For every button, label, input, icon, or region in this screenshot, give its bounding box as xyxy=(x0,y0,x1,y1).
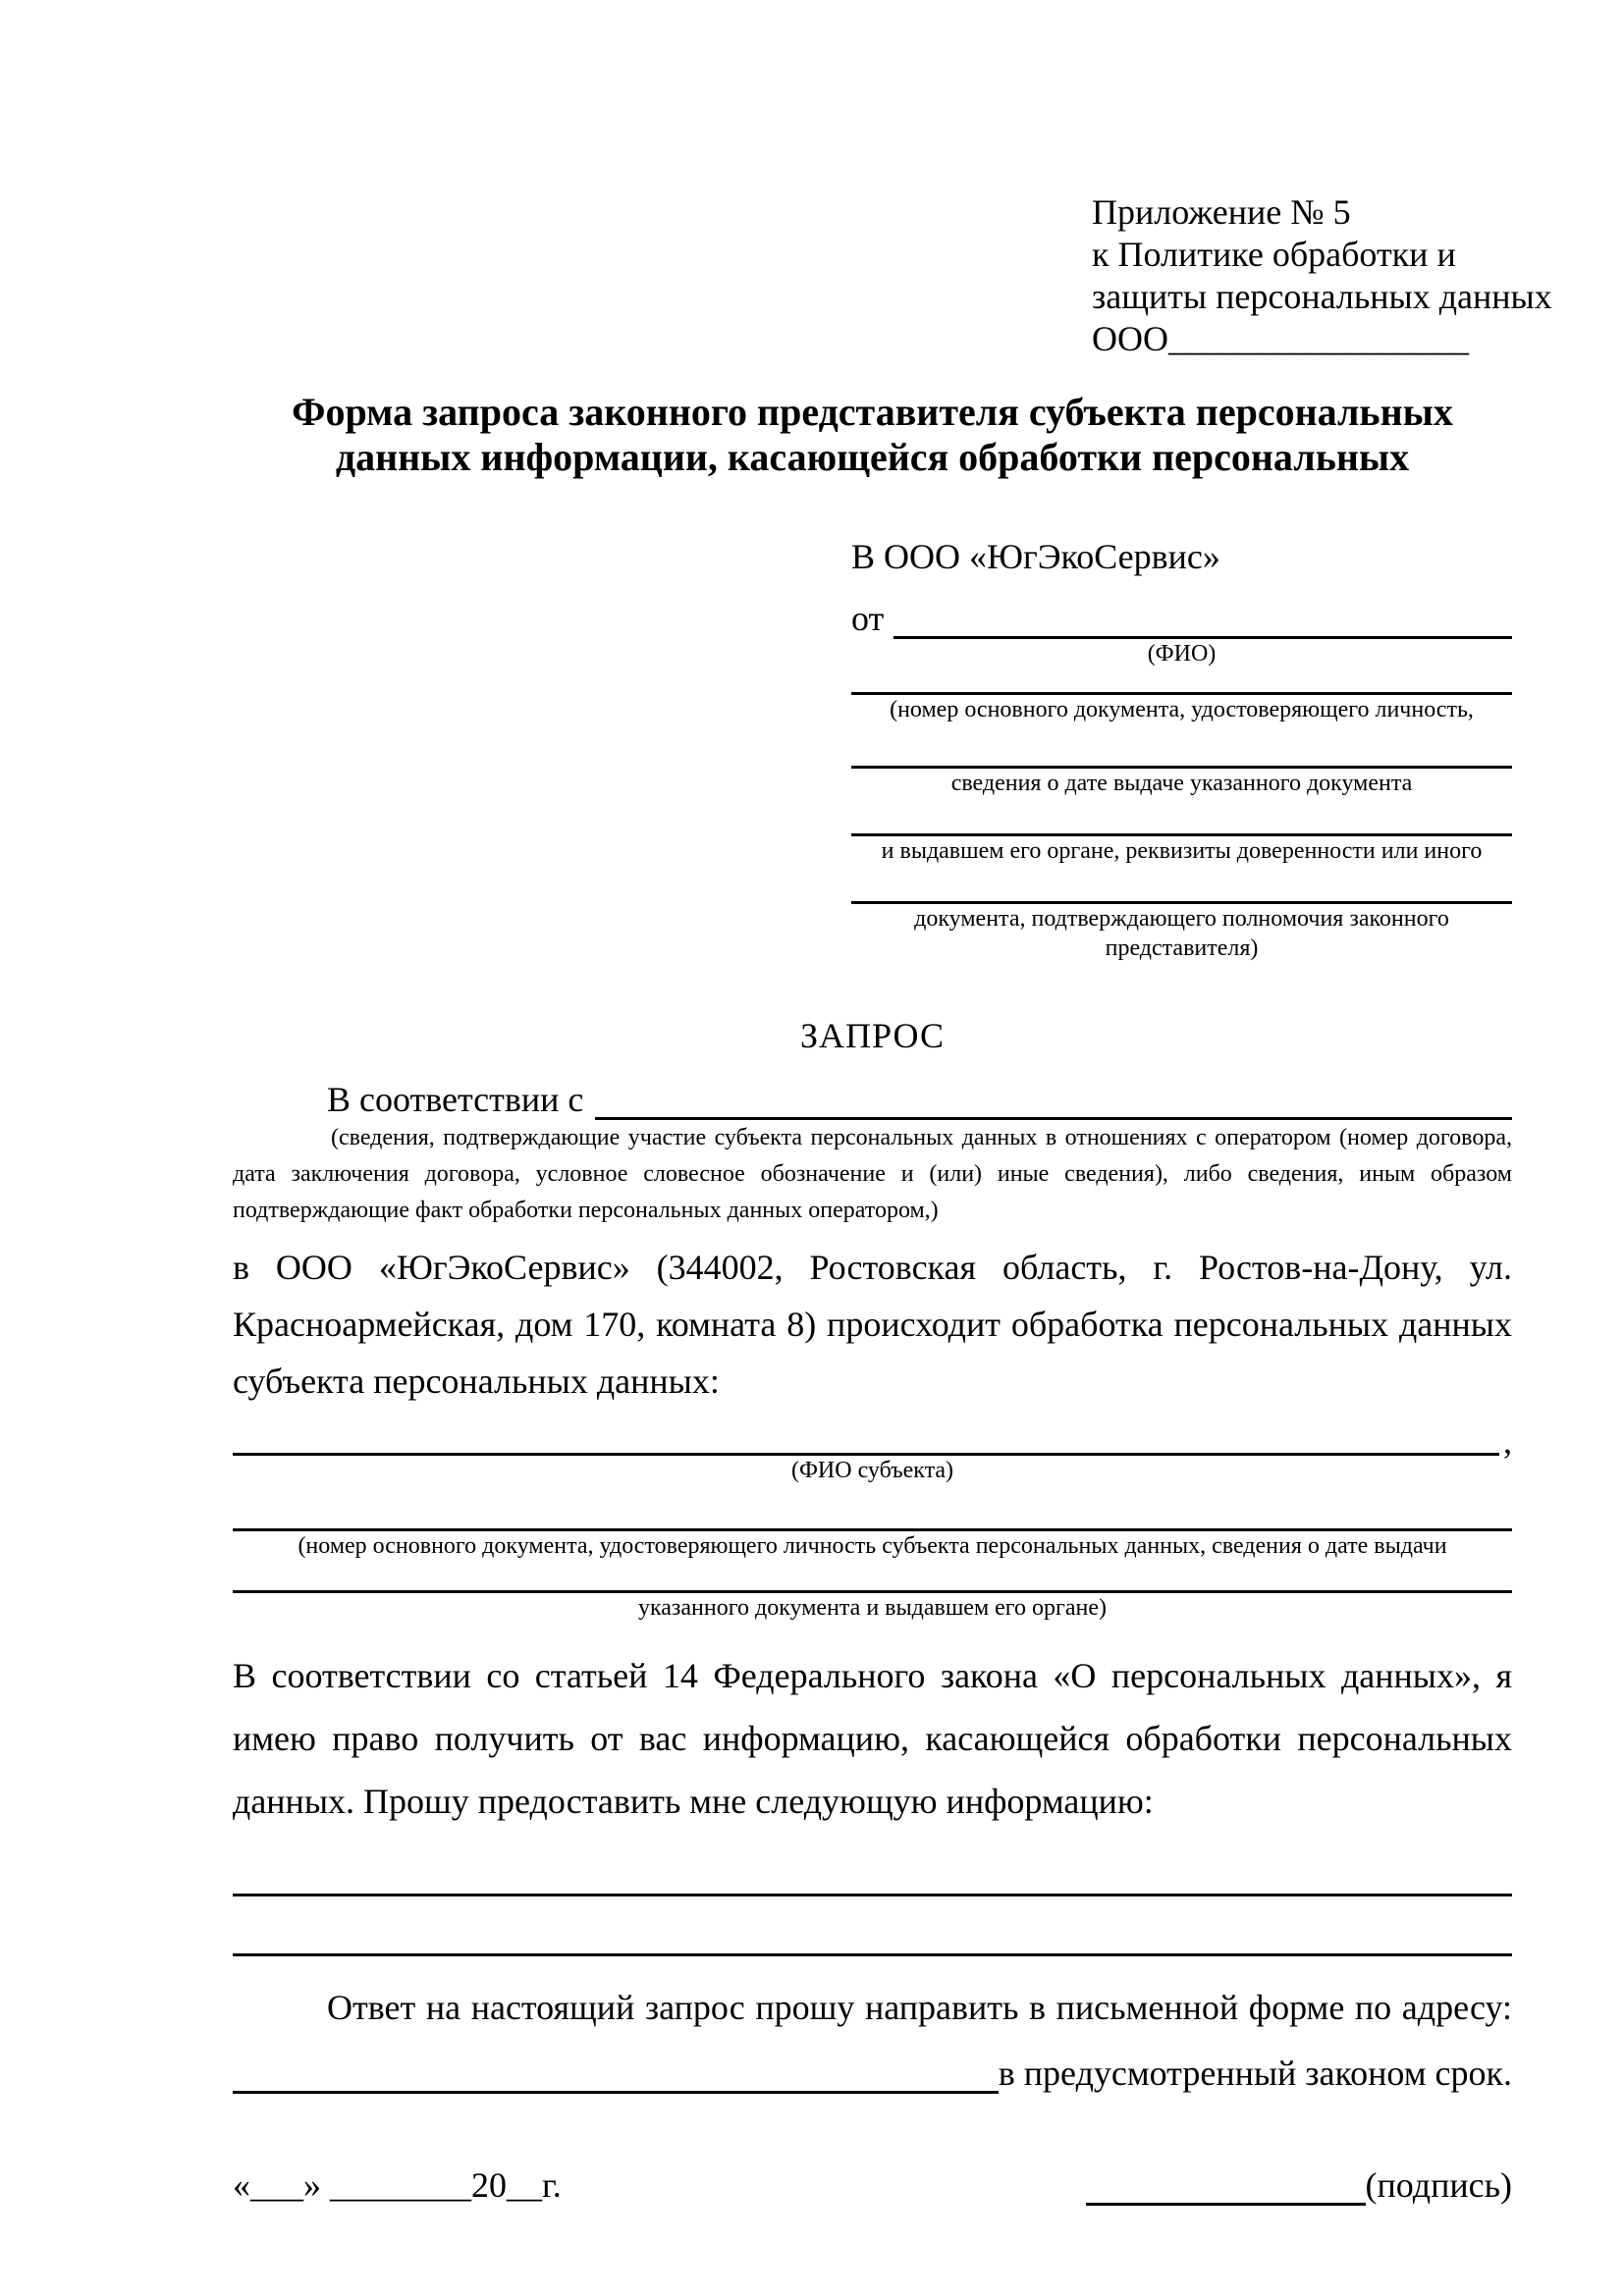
reply-sentence: Ответ на настоящий запрос прошу направить в письменной форме по адресу: xyxy=(327,1988,1512,2027)
from-blank-line xyxy=(893,599,1512,639)
blank-caption: указанного документа и выдавшем его органе) xyxy=(637,1595,1108,1621)
signature-caption: (подпись) xyxy=(1365,2165,1512,2205)
blank-row xyxy=(851,692,1512,724)
date-blank: «___» ________20__г. xyxy=(233,2165,562,2205)
blank-caption: документа, подтверждающего полномочия законного представителя) xyxy=(914,906,1449,961)
intro-blank-line xyxy=(595,1080,1512,1120)
addressee-company: В ООО «ЮгЭкоСервис» xyxy=(851,537,1220,576)
blank-line xyxy=(233,1953,1512,1956)
intro-note: (сведения, подтверждающие участие субъекта персональных данных в отношениях с оператором (номер договора, дата заключения договора, условное словесное обозначение и (или) иные сведения), либо сведения, иным образом подтверждающие факт обработки персональных данных оператором,) xyxy=(233,1125,1512,1223)
appendix-company-blank: ООО_________________ xyxy=(1092,319,1469,358)
appendix-line: защиты персональных данных xyxy=(1092,277,1552,316)
rights-paragraph: В соответствии со статьей 14 Федерального закона «О персональных данных», я имею право получить от вас информацию, касающейся обработки персональных данных. Прошу предоставить мне следующую информацию: xyxy=(233,1656,1512,1821)
document-title-line: данных информации, касающейся обработки персональных xyxy=(335,435,1410,479)
subject-blanks xyxy=(233,1415,1512,1623)
comma-suffix: , xyxy=(1503,1421,1512,1461)
blank-caption: (ФИО субъекта) xyxy=(790,1458,954,1483)
reply-suffix: в предусмотренный законом срок. xyxy=(998,2054,1512,2093)
document-title-line: Форма запроса законного представителя субъекта персональных xyxy=(292,390,1453,434)
from-row xyxy=(851,596,1512,639)
blank-caption: и выдавшем его органе, реквизиты доверенности или иного xyxy=(881,838,1483,864)
blank-row xyxy=(233,1528,1512,1561)
appendix-line: Приложение № 5 xyxy=(1092,192,1351,232)
addressee-block xyxy=(851,535,1512,963)
appendix-line: к Политике обработки и xyxy=(1092,235,1456,274)
blank-row xyxy=(233,1415,1512,1485)
blank-caption: (номер основного документа, удостоверяющего личность субъекта персональных данных, сведения о дате выдачи xyxy=(298,1533,1447,1559)
signature-blank-line xyxy=(1086,2165,1366,2206)
blank-row xyxy=(233,1590,1512,1623)
blank-row xyxy=(851,833,1512,866)
footer-row xyxy=(233,2164,1512,2206)
fio-caption: (ФИО) xyxy=(1147,641,1217,667)
appendix-block xyxy=(1092,191,1552,360)
subject-fio-blank-line xyxy=(233,1415,1499,1456)
blank-caption: сведения о дате выдаче указанного документа xyxy=(950,771,1413,796)
blank-line xyxy=(233,1894,1512,1896)
reply-address-row xyxy=(233,2037,1512,2094)
intro-row xyxy=(233,1077,1512,1120)
signature-block xyxy=(1086,2164,1512,2206)
blank-row xyxy=(851,901,1512,963)
reply-address-blank-line xyxy=(233,2054,999,2094)
request-heading: ЗАПРОС xyxy=(800,1016,945,1055)
blank-row xyxy=(851,766,1512,798)
operator-paragraph: в ООО «ЮгЭкоСервис» (344002, Ростовская область, г. Ростов-на-Дону, ул. Красноармейская, дом 170, комната 8) происходит обработка персональных данных субъекта персональных данных: xyxy=(233,1248,1512,1401)
from-label: от xyxy=(851,599,885,638)
document-title xyxy=(233,390,1512,480)
blank-caption: (номер основного документа, удостоверяющего личность, xyxy=(890,697,1474,722)
intro-prefix: В соответствии с xyxy=(327,1080,584,1119)
